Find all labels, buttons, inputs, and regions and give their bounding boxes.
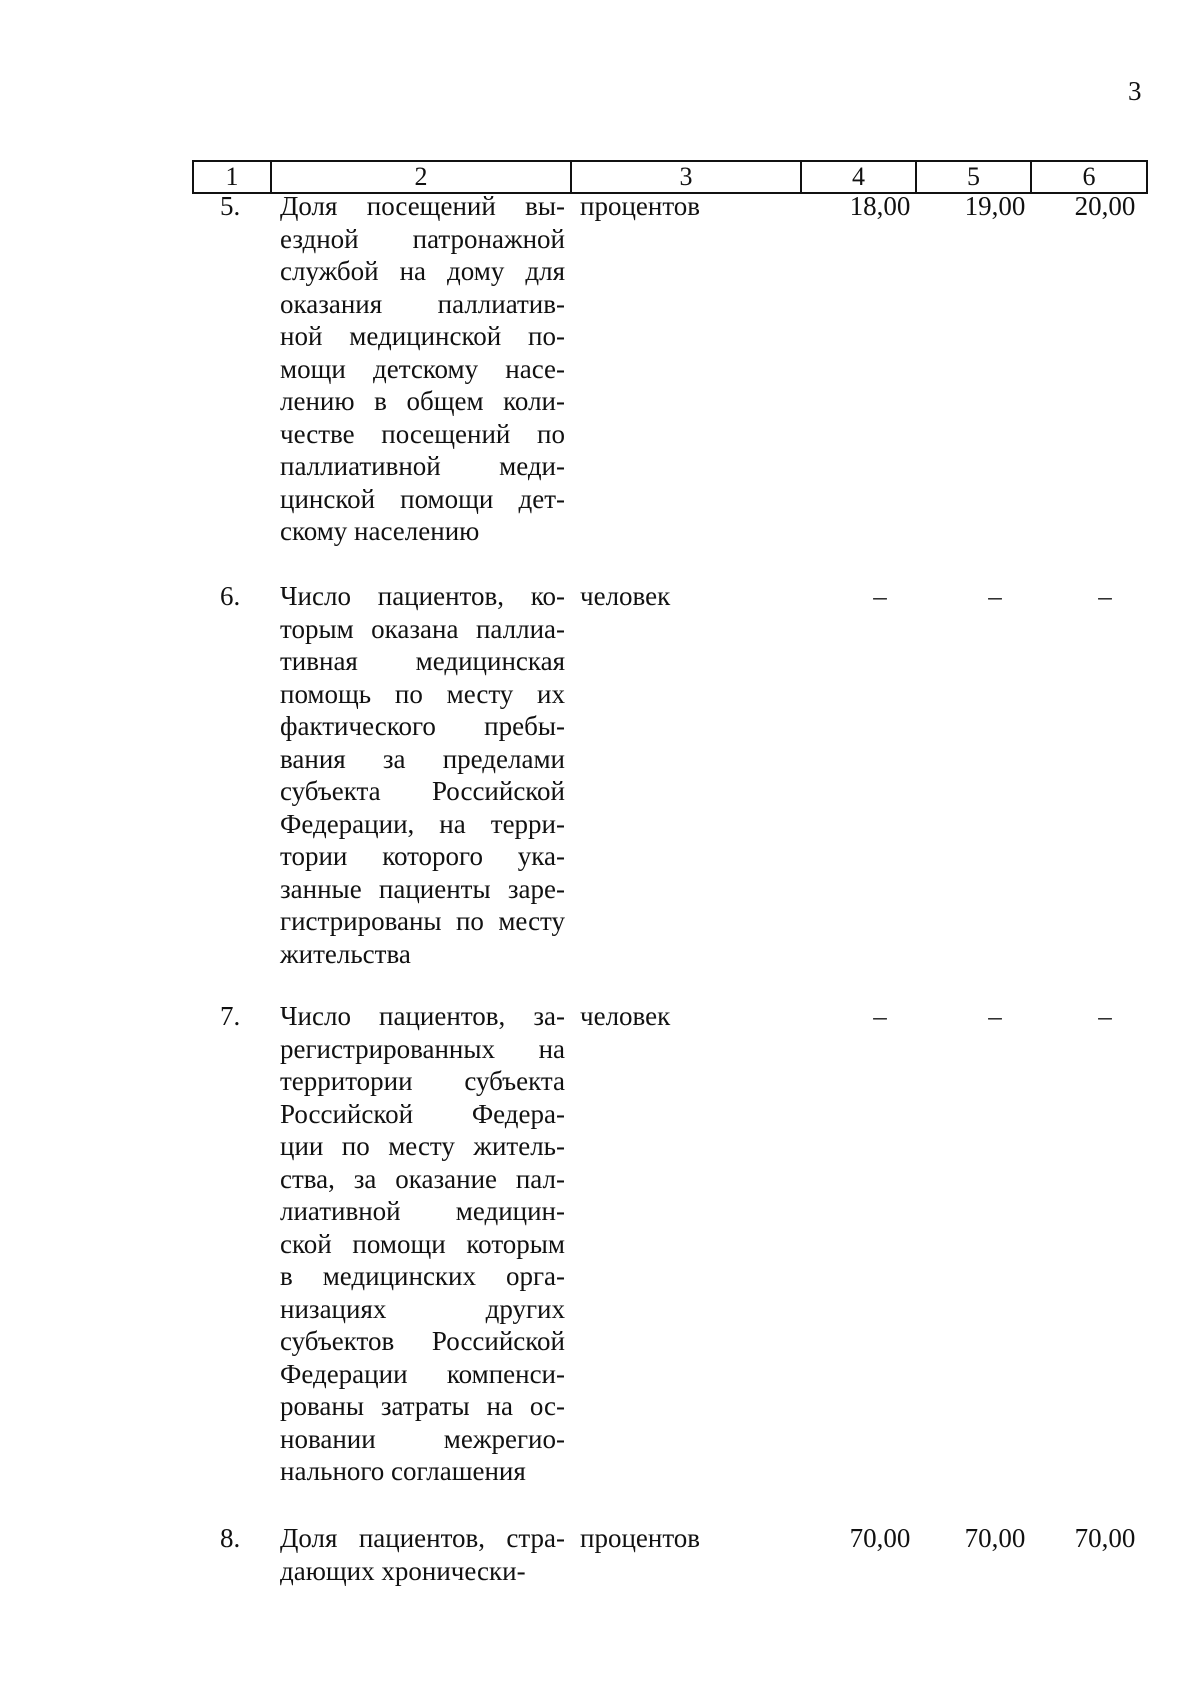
value-col-6: – (1098, 581, 1112, 611)
indicator-name-line: новании межрегио- (280, 1423, 565, 1454)
value-col-4: 18,00 (849, 191, 911, 221)
indicator-name-line: в медицинских орга- (280, 1261, 565, 1291)
unit-of-measure: человек (580, 1001, 671, 1031)
indicator-name-line: ции по месту житель- (280, 1131, 565, 1161)
indicator-name-line: нального соглашения (280, 1456, 526, 1486)
indicator-name (280, 190, 565, 548)
indicator-name-line: оказания паллиатив- (280, 288, 565, 319)
indicator-name-line: фактического пребы- (280, 711, 565, 741)
indicator-name-line: Доля пациентов, стра- (280, 1523, 565, 1553)
indicator-name-line: гистрированы по месту (280, 906, 565, 936)
indicator-name-line: территории субъекта (280, 1066, 565, 1096)
indicator-name-line: ства, за оказание пал- (280, 1163, 565, 1194)
value-col-6: – (1098, 1001, 1112, 1031)
indicator-name-line: субъектов Российской (280, 1326, 565, 1356)
indicator-name-line: Федерации, на терри- (280, 808, 565, 839)
indicator-name-line: ной медицинской по- (280, 321, 565, 351)
indicator-name-line: жительства (280, 938, 411, 969)
indicator-name-line: дающих хронически- (280, 1555, 526, 1586)
indicator-name-line: субъекта Российской (280, 776, 565, 806)
unit-of-measure: процентов (580, 1523, 701, 1553)
indicator-name-line: Число пациентов, за- (280, 1001, 565, 1031)
row-number: 8. (220, 1523, 241, 1553)
indicator-name-line: мощи детскому насе- (280, 353, 565, 384)
value-col-6: 70,00 (1074, 1523, 1136, 1553)
value-col-5: 19,00 (964, 191, 1026, 221)
indicator-name-line: ездной патронажной (280, 223, 565, 254)
header-col-1: 1 (193, 161, 271, 193)
indicator-name-line: цинской помощи дет- (280, 483, 565, 514)
header-col-3: 3 (571, 161, 801, 193)
row-number: 5. (220, 191, 241, 221)
indicator-name-line: низациях других (280, 1293, 565, 1324)
indicator-name (280, 580, 565, 970)
indicator-name-line: вания за пределами (280, 743, 565, 774)
unit-of-measure: человек (580, 581, 671, 611)
indicator-name-line: ской помощи которым (280, 1228, 565, 1259)
indicator-name-line: честве посещений по (280, 418, 565, 449)
value-col-5: – (988, 1001, 1002, 1031)
indicator-name-line: паллиативной меди- (280, 451, 565, 481)
value-col-4: – (873, 581, 887, 611)
indicator-name-line: тивная медицинская (280, 646, 565, 676)
value-col-4: 70,00 (849, 1523, 911, 1553)
indicator-name-line: скому населению (280, 516, 480, 546)
indicator-name (280, 1522, 565, 1587)
value-col-5: – (988, 581, 1002, 611)
indicator-name-line: лению в общем коли- (280, 386, 565, 416)
indicator-name-line: рованы затраты на ос- (280, 1391, 565, 1421)
indicator-name-line: торым оказана паллиа- (280, 613, 565, 644)
unit-of-measure: процентов (580, 191, 701, 221)
indicator-name-line: Федерации компенси- (280, 1358, 565, 1389)
value-col-4: – (873, 1001, 887, 1031)
row-number: 7. (220, 1001, 241, 1031)
row-number: 6. (220, 581, 241, 611)
header-col-6: 6 (1031, 161, 1147, 193)
indicator-name-line: регистрированных на (280, 1033, 565, 1064)
page-number: 3 (1128, 76, 1142, 106)
indicator-name-line: помощь по месту их (280, 678, 565, 709)
header-col-4: 4 (801, 161, 916, 193)
indicator-name (280, 1000, 565, 1488)
indicator-name-line: тории которого ука- (280, 841, 565, 871)
header-col-2: 2 (271, 161, 571, 193)
indicator-name-line: Доля посещений вы- (280, 191, 565, 221)
indicator-name-line: лиативной медицин- (280, 1196, 565, 1226)
indicator-name-line: службой на дому для (280, 256, 565, 286)
indicator-name-line: занные пациенты заре- (280, 873, 565, 904)
indicator-name-line: Число пациентов, ко- (280, 581, 565, 611)
header-col-5: 5 (916, 161, 1031, 193)
column-numbering-header (192, 160, 1148, 194)
indicator-name-line: Российской Федера- (280, 1098, 565, 1129)
value-col-6: 20,00 (1074, 191, 1136, 221)
value-col-5: 70,00 (964, 1523, 1026, 1553)
